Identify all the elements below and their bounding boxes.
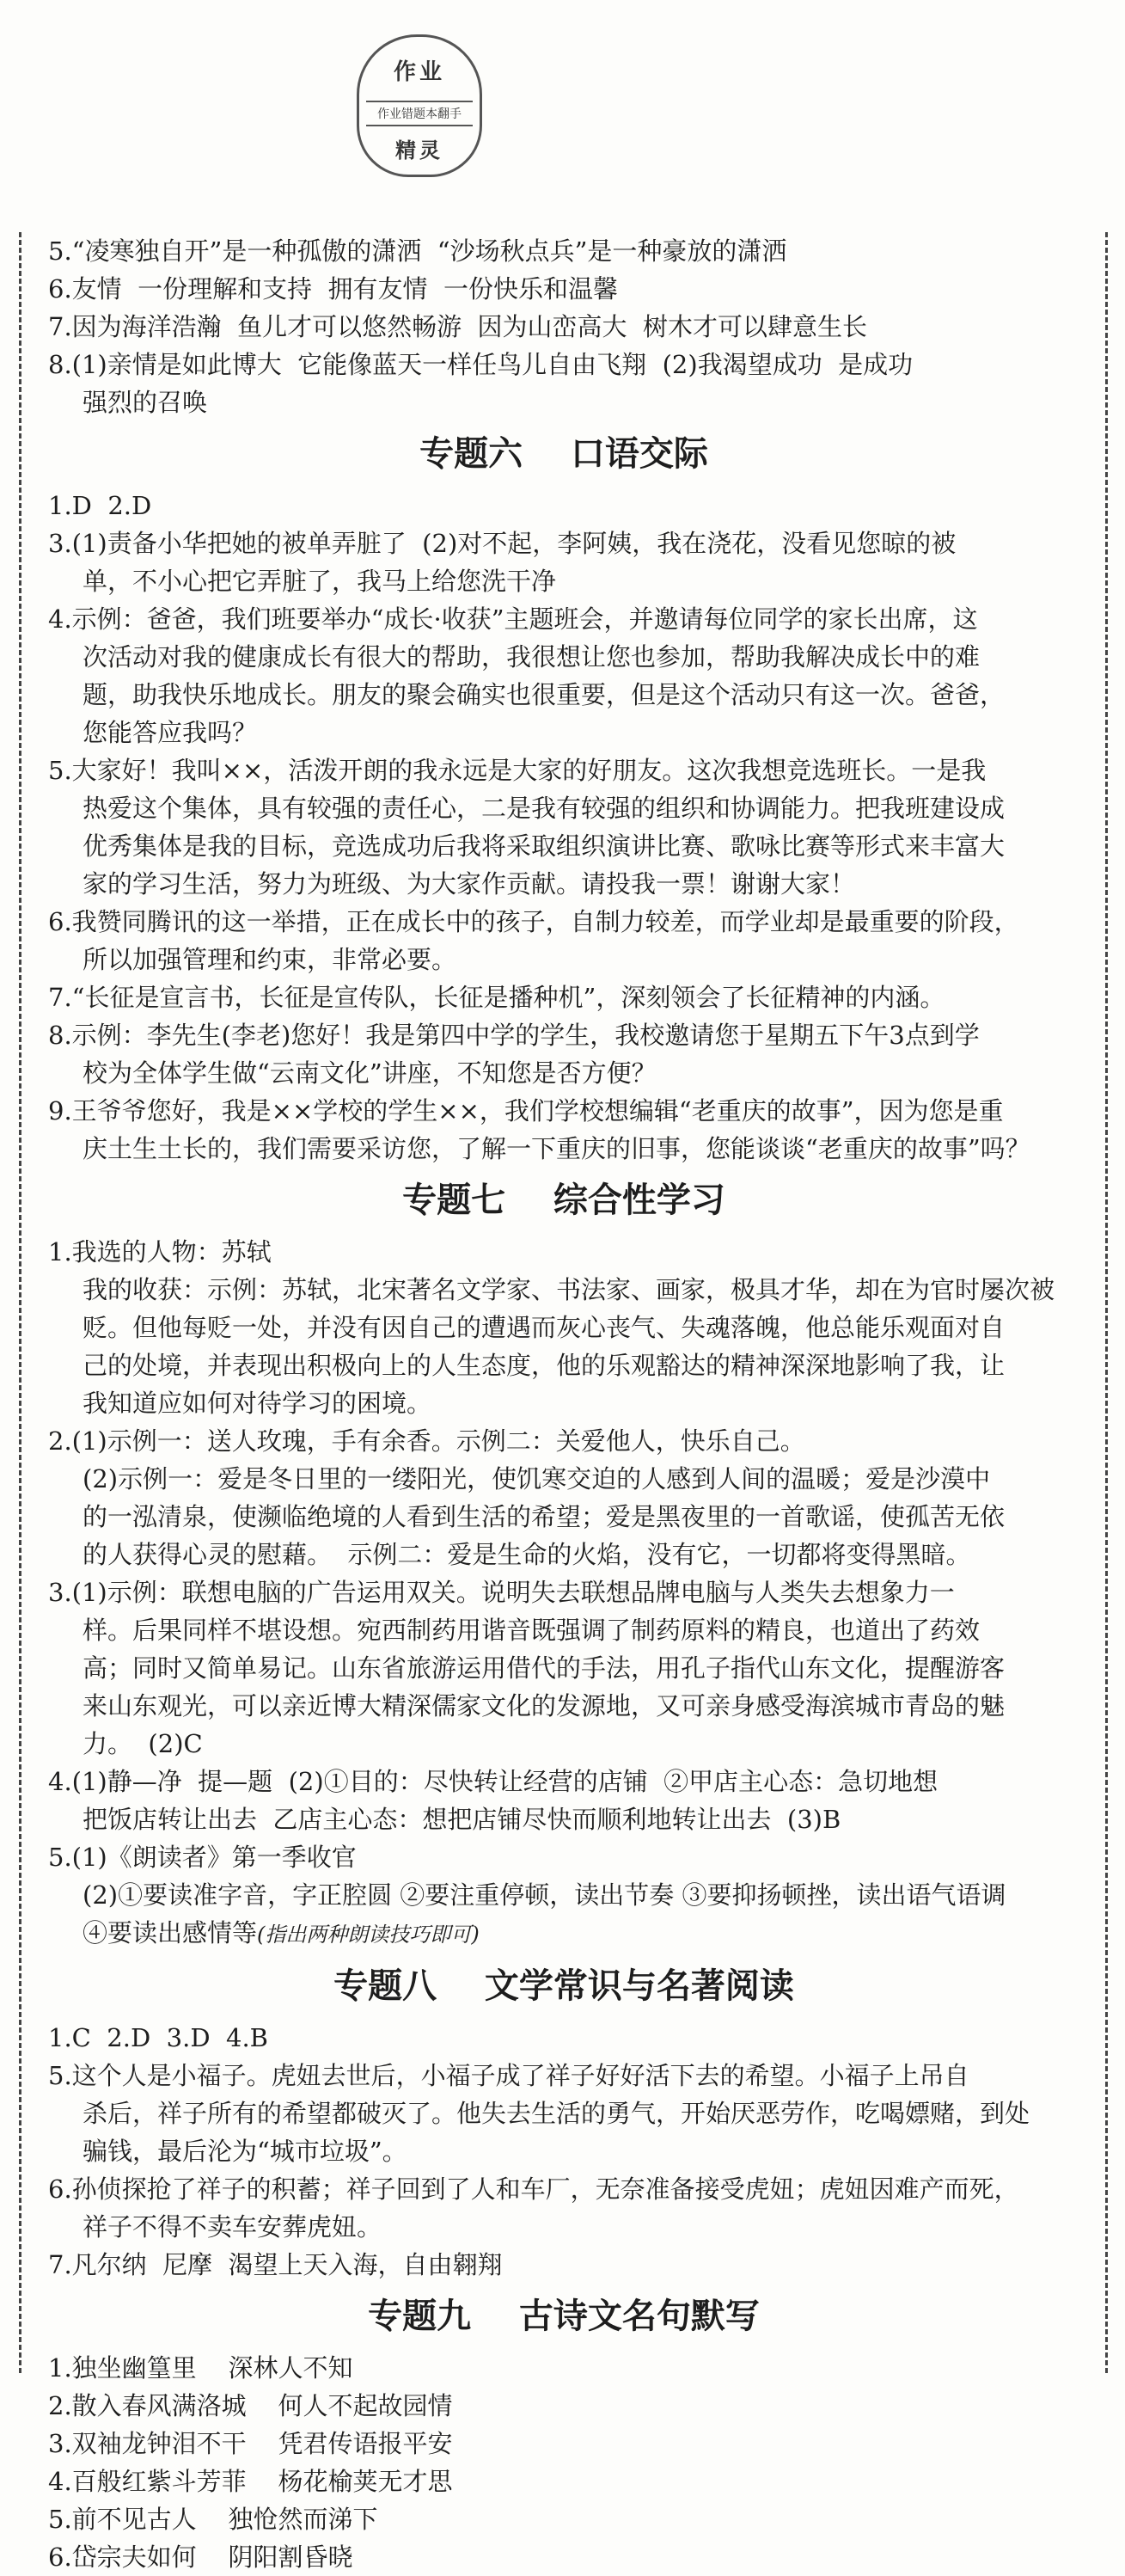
stamp-middle-text: 作业错题本翻手 (366, 101, 473, 126)
answer-line: 强烈的召唤 (83, 388, 208, 417)
answer-line: 单，不小心把它弄脏了，我马上给您洗干净 (83, 567, 557, 596)
answer-line: 您能答应我吗？ (83, 718, 258, 747)
answer-line: 7.因为海洋浩瀚 鱼儿才可以悠然畅游 因为山峦高大 树木才可以肆意生长 (48, 312, 867, 341)
answer-line: 来山东观光，可以亲近博大精深儒家文化的发源地，又可亲身感受海滨城市青岛的魅 (83, 1691, 1006, 1720)
answer-line: 次活动对我的健康成长有很大的帮助，我很想让您也参加，帮助我解决成长中的难 (83, 642, 981, 672)
answer-line: 所以加强管理和约束，非常必要。 (83, 945, 457, 974)
answer-line: 庆土生土长的，我们需要采访您，了解一下重庆的旧事，您能谈谈“老重庆的故事”吗？ (83, 1134, 1030, 1163)
right-dashed-border (1105, 232, 1108, 2373)
section-heading-7: 专题七 综合性学习 (402, 1181, 725, 1220)
answer-line: 题，助我快乐地成长。朋友的聚会确实也很重要，但是这个活动只有这一次。爸爸， (83, 680, 1006, 709)
answer-line: 高；同时又简单易记。山东省旅游运用借代的手法，用孔子指代山东文化，提醒游客 (83, 1653, 1006, 1683)
answer-line: 贬。但他每贬一处，并没有因自己的遭遇而灰心丧气、失魂落魄，他总能乐观面对自 (83, 1313, 1006, 1342)
answer-line: 我知道应如何对待学习的困境。 (83, 1389, 432, 1418)
answer-line: 1.我选的人物：苏轼 (48, 1237, 272, 1267)
left-dashed-border (19, 232, 21, 2373)
answer-line: 6.孙侦探抢了祥子的积蓄；祥子回到了人和车厂，无奈准备接受虎妞；虎妞因难产而死， (48, 2174, 1019, 2204)
answer-line: 校为全体学生做“云南文化”讲座，不知您是否方便？ (83, 1058, 657, 1088)
answer-line: 的一泓清泉，使濒临绝境的人看到生活的希望；爱是黑夜里的一首歌谣，使孤苦无依 (83, 1502, 1006, 1531)
section-heading-6: 专题六 口语交际 (419, 434, 708, 474)
answer-line: 优秀集体是我的目标，竞选成功后我将采取组织演讲比赛、歌咏比赛等形式来丰富大 (83, 831, 1006, 861)
answer-line: 样。后果同样不堪设想。宛西制药用谐音既强调了制药原料的精良，也道出了药效 (83, 1616, 981, 1645)
answer-line: 9.王爷爷您好，我是××学校的学生××，我们学校想编辑“老重庆的故事”，因为您是重 (48, 1096, 1004, 1125)
answer-line: 家的学习生活，努力为班级、为大家作贡献。请投我一票！谢谢大家！ (83, 869, 856, 899)
answer-line: 3.(1)示例：联想电脑的广告运用双关。说明失去联想品牌电脑与人类失去想象力一 (48, 1578, 955, 1607)
answer-line: 7.“长征是宣言书，长征是宣传队，长征是播种机”，深刻领会了长征精神的内涵。 (48, 983, 945, 1012)
answer-line: 3.(1)责备小华把她的被单弄脏了 (2)对不起，李阿姨，我在浇花，没看见您晾的被 (48, 529, 957, 558)
answer-line: 我的收获：示例：苏轼，北宋著名文学家、书法家、画家，极具才华，却在为官时屡次被 (83, 1275, 1055, 1304)
answer-line: 己的处境，并表现出积极向上的人生态度，他的乐观豁达的精神深深地影响了我，让 (83, 1351, 1006, 1380)
answer-line: 5.前不见古人 独怆然而涕下 (48, 2505, 378, 2534)
answer-line: 7.凡尔纳 尼摩 渴望上天入海，自由翱翔 (48, 2250, 503, 2279)
answer-line: 5.(1)《朗读者》第一季收官 (48, 1843, 357, 1872)
answer-line: 祥子不得不卖车安葬虎妞。 (83, 2212, 382, 2242)
answer-line: 6.我赞同腾讯的这一举措，正在成长中的孩子，自制力较差，而学业却是最重要的阶段， (48, 907, 1019, 936)
answer-line: 5.大家好！我叫××，活泼开朗的我永远是大家的好朋友。这次我想竞选班长。一是我 (48, 756, 987, 785)
answer-line: 2.散入春风满洛城 何人不起故园情 (48, 2391, 453, 2420)
answer-line: 骗钱，最后沦为“城市垃圾”。 (83, 2137, 407, 2166)
stamp-top-text: 作业 (393, 59, 445, 85)
answer-line: 热爱这个集体，具有较强的责任心，二是我有较强的组织和协调能力。把我班建设成 (83, 794, 1006, 823)
answer-content (48, 232, 1079, 2576)
answer-line (48, 1914, 1079, 1953)
answer-line: 4.百般红紫斗芳菲 杨花榆荚无才思 (48, 2467, 453, 2496)
stamp-bottom-text: 精灵 (395, 138, 443, 163)
answer-line: 4.示例：爸爸，我们班要举办“成长·收获”主题班会，并邀请每位同学的家长出席，这 (48, 604, 978, 634)
answer-line: (2)示例一：爱是冬日里的一缕阳光，使饥寒交迫的人感到人间的温暖；爱是沙漠中 (83, 1464, 991, 1493)
answer-line: 6.岱宗夫如何 阴阳割昏晓 (48, 2542, 353, 2572)
answer-line: 6.友情 一份理解和支持 拥有友情 一份快乐和温馨 (48, 274, 618, 304)
answer-text: ④要读出感情等 (83, 1918, 258, 1947)
answer-line: 1.D 2.D (48, 491, 152, 520)
answer-line: (2)①要读准字音，字正腔圆 ②要注重停顿，读出节奏 ③要抑扬顿挫，读出语气语调 (83, 1880, 1006, 1910)
watermark-stamp (357, 34, 482, 177)
answer-line: 5.这个人是小福子。虎妞去世后，小福子成了祥子好好活下去的希望。小福子上吊自 (48, 2061, 969, 2090)
handwritten-note: (指出两种朗读技巧即可) (257, 1923, 480, 1947)
answer-line: 力。 (2)C (83, 1729, 203, 1758)
answer-line: 5.“凌寒独自开”是一种孤傲的潇洒 “沙场秋点兵”是一种豪放的潇洒 (48, 236, 787, 266)
section-heading-9: 专题九 古诗文名句默写 (368, 2297, 760, 2336)
answer-line: 1.C 2.D 3.D 4.B (48, 2023, 268, 2052)
answer-line: 杀后，祥子所有的希望都破灭了。他失去生活的勇气，开始厌恶劳作，吃喝嫖赌，到处 (83, 2099, 1030, 2128)
answer-line: 的人获得心灵的慰藉。 示例二：爱是生命的火焰，没有它，一切都将变得黑暗。 (83, 1540, 971, 1569)
answer-line: 4.(1)静—净 提—题 (2)①目的：尽快转让经营的店铺 ②甲店主心态：急切地想 (48, 1767, 939, 1796)
answer-line: 8.示例：李先生(李老)您好！我是第四中学的学生，我校邀请您于星期五下午3点到学 (48, 1021, 980, 1050)
answer-line: 8.(1)亲情是如此博大 它能像蓝天一样任鸟儿自由飞翔 (2)我渴望成功 是成功 (48, 350, 914, 379)
section-heading-8: 专题八 文学常识与名著阅读 (333, 1966, 794, 2006)
answer-line: 把饭店转让出去 乙店主心态：想把店铺尽快而顺利地转让出去 (3)B (83, 1805, 841, 1834)
answer-line: 2.(1)示例一：送人玫瑰，手有余香。示例二：关爱他人，快乐自己。 (48, 1426, 805, 1456)
answer-line: 1.独坐幽篁里 深林人不知 (48, 2353, 353, 2383)
answer-line: 3.双袖龙钟泪不干 凭君传语报平安 (48, 2429, 453, 2458)
